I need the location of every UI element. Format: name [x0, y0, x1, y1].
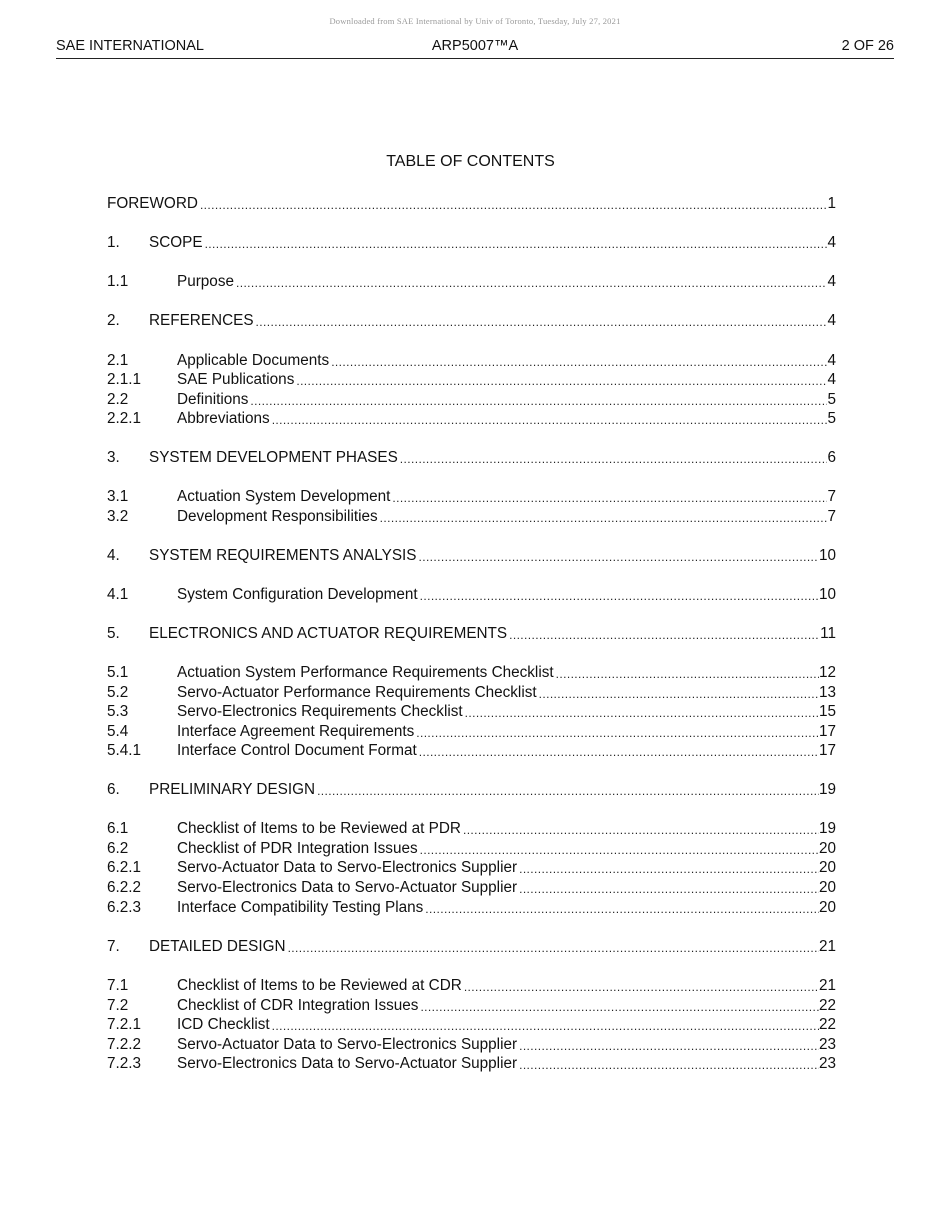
toc-leader-dots	[270, 1019, 819, 1034]
toc-entry-title: Interface Agreement Requirements	[177, 723, 415, 740]
toc-leader-dots	[294, 374, 827, 389]
toc-entry[interactable]	[107, 193, 836, 213]
toc-entry-number: 2.2	[107, 391, 129, 408]
toc-entry-page: 11	[820, 625, 836, 642]
toc-entry-page: 19	[818, 781, 836, 798]
toc-entry[interactable]	[107, 271, 836, 291]
toc-entry-title: Servo-Electronics Data to Servo-Actuator Supplier	[177, 879, 518, 896]
toc-entry-title: Definitions	[177, 391, 249, 408]
toc-entry-title: Checklist of PDR Integration Issues	[177, 840, 418, 857]
toc-entry-title: SYSTEM DEVELOPMENT PHASES	[149, 449, 398, 466]
toc-leader-dots	[423, 902, 819, 917]
toc-entry-page: 21	[818, 977, 836, 994]
toc-entry-number: 4.	[107, 547, 120, 564]
toc-leader-dots	[507, 628, 820, 643]
toc-entry-page: 4	[827, 234, 836, 251]
toc-entry-number: 3.1	[107, 488, 129, 505]
toc-entry-title: Actuation System Performance Requirements Checklist	[177, 664, 554, 681]
toc-entry-page: 20	[818, 859, 836, 876]
toc-entry[interactable]	[107, 936, 836, 956]
toc-entry-title: SAE Publications	[177, 371, 295, 388]
toc-entry[interactable]	[107, 838, 836, 858]
toc-entry-title: Purpose	[177, 273, 234, 290]
toc-entry-number: 2.2.1	[107, 410, 142, 427]
toc-leader-dots	[462, 980, 819, 995]
toc-entry[interactable]	[107, 721, 836, 741]
toc-entry[interactable]	[107, 447, 836, 467]
toc-entry-page: 20	[818, 840, 836, 857]
toc-entry-page: 4	[827, 352, 836, 369]
toc-entry-title: Abbreviations	[177, 410, 270, 427]
toc-entry[interactable]	[107, 1034, 836, 1054]
toc-entry[interactable]	[107, 486, 836, 506]
toc-entry-page: 7	[827, 488, 836, 505]
toc-leader-dots	[286, 941, 819, 956]
toc-entry[interactable]	[107, 779, 836, 799]
toc-entry-number: 4.1	[107, 586, 129, 603]
toc-entry-title: PRELIMINARY DESIGN	[149, 781, 316, 798]
toc-entry[interactable]	[107, 389, 836, 409]
toc-entry[interactable]	[107, 857, 836, 877]
toc-leader-dots	[315, 784, 819, 799]
toc-entry-title: Checklist of CDR Integration Issues	[177, 997, 419, 1014]
toc-entry[interactable]	[107, 506, 836, 526]
toc-leader-dots	[329, 355, 827, 370]
toc-leader-dots	[378, 511, 828, 526]
toc-entry-page: 17	[818, 742, 836, 759]
toc-entry[interactable]	[107, 662, 836, 682]
toc-leader-dots	[254, 315, 828, 330]
toc-entry-number: 7.2.3	[107, 1055, 142, 1072]
toc-entry-number: 5.4	[107, 723, 129, 740]
toc-entry-title: Servo-Electronics Requirements Checklist	[177, 703, 463, 720]
toc-leader-dots	[537, 687, 819, 702]
toc-entry-number: 6.	[107, 781, 120, 798]
toc-leader-dots	[517, 862, 819, 877]
toc-entry-title: Interface Control Document Format	[177, 742, 417, 759]
toc-entry-title: Development Responsibilities	[177, 508, 378, 525]
toc-entry[interactable]	[107, 1053, 836, 1073]
toc-entry[interactable]	[107, 408, 836, 428]
toc-leader-dots	[198, 198, 828, 213]
toc-leader-dots	[248, 394, 827, 409]
download-watermark: Downloaded from SAE International by Univ of Toronto, Tuesday, July 27, 2021	[329, 16, 621, 26]
toc-leader-dots	[417, 745, 819, 760]
toc-entry-page: 22	[818, 1016, 836, 1033]
toc-entry-page: 5	[827, 410, 836, 427]
toc-entry-title: ELECTRONICS AND ACTUATOR REQUIREMENTS	[149, 625, 508, 642]
toc-leader-dots	[463, 706, 819, 721]
toc-entry-title: Checklist of Items to be Reviewed at CDR	[177, 977, 462, 994]
header-org: SAE INTERNATIONAL	[56, 38, 204, 54]
toc-entry-number: 6.2	[107, 840, 129, 857]
toc-entry-number: 5.3	[107, 703, 129, 720]
toc-entry-page: 20	[818, 879, 836, 896]
toc-entry[interactable]	[107, 1014, 836, 1034]
toc-leader-dots	[517, 1039, 819, 1054]
toc-entry-page: 23	[818, 1055, 836, 1072]
toc-entry-number: 7.2.2	[107, 1036, 142, 1053]
toc-entry[interactable]	[107, 975, 836, 995]
toc-entry-page: 23	[818, 1036, 836, 1053]
toc-entry-number: 3.2	[107, 508, 129, 525]
toc-entry-number: 5.4.1	[107, 742, 142, 759]
toc-entry-number: 7.1	[107, 977, 129, 994]
toc-entry-page: 5	[827, 391, 836, 408]
toc-entry-number: 2.	[107, 312, 120, 329]
toc-entry-title: SCOPE	[149, 234, 203, 251]
toc-entry[interactable]	[107, 682, 836, 702]
toc-entry-title: DETAILED DESIGN	[149, 938, 286, 955]
toc-leader-dots	[418, 589, 819, 604]
toc-leader-dots	[270, 413, 828, 428]
toc-entry-page: 19	[818, 820, 836, 837]
toc-leader-dots	[554, 667, 819, 682]
toc-entry-page: 6	[827, 449, 836, 466]
toc-entry-page: 10	[818, 586, 836, 603]
toc-leader-dots	[517, 1058, 819, 1073]
toc-entry-title: Interface Compatibility Testing Plans	[177, 899, 424, 916]
toc-entry-title: Servo-Electronics Data to Servo-Actuator Supplier	[177, 1055, 518, 1072]
toc-leader-dots	[203, 237, 828, 252]
toc-entry-number: 7.2.1	[107, 1016, 142, 1033]
toc-entry-page: 21	[818, 938, 836, 955]
toc-entry-number: 6.2.1	[107, 859, 142, 876]
toc-entry-page: 20	[818, 899, 836, 916]
toc-entry[interactable]	[107, 623, 836, 643]
toc-entry-number: 6.2.2	[107, 879, 142, 896]
toc-entry-title: FOREWORD	[107, 195, 198, 212]
toc-entry-page: 1	[827, 195, 836, 212]
toc-leader-dots	[461, 823, 819, 838]
toc-entry-number: 6.2.3	[107, 899, 142, 916]
toc-entry-title: Servo-Actuator Data to Servo-Electronics Supplier	[177, 859, 518, 876]
toc-leader-dots	[416, 550, 819, 565]
toc-entry-title: Applicable Documents	[177, 352, 330, 369]
toc-entry-page: 13	[818, 684, 836, 701]
toc-entry[interactable]	[107, 897, 836, 917]
toc-entry[interactable]	[107, 232, 836, 252]
toc-entry[interactable]	[107, 701, 836, 721]
toc-entry[interactable]	[107, 584, 836, 604]
toc-leader-dots	[517, 882, 819, 897]
toc-entry-number: 5.	[107, 625, 120, 642]
toc-leader-dots	[418, 843, 819, 858]
toc-entry-page: 4	[827, 371, 836, 388]
toc-entry-number: 7.	[107, 938, 120, 955]
toc-entry-page: 4	[827, 273, 836, 290]
toc-entry-number: 1.1	[107, 273, 129, 290]
toc-entry[interactable]	[107, 350, 836, 370]
toc-entry-page: 4	[827, 312, 836, 329]
toc-entry-title: REFERENCES	[149, 312, 254, 329]
toc-leader-dots	[418, 1000, 819, 1015]
toc-entry-title: System Configuration Development	[177, 586, 418, 603]
toc-entry[interactable]	[107, 369, 836, 389]
toc-entry[interactable]	[107, 545, 836, 565]
toc-entry-number: 5.1	[107, 664, 129, 681]
toc-entry-page: 12	[818, 664, 836, 681]
toc-entry[interactable]	[107, 740, 836, 760]
toc-entry-page: 10	[818, 547, 836, 564]
toc-entry-page: 15	[818, 703, 836, 720]
toc-entry-page: 22	[818, 997, 836, 1014]
toc-entry-title: Actuation System Development	[177, 488, 391, 505]
toc-entry-number: 2.1	[107, 352, 129, 369]
toc-entry-page: 17	[818, 723, 836, 740]
toc-entry[interactable]	[107, 310, 836, 330]
toc-title: TABLE OF CONTENTS	[386, 153, 555, 170]
toc-entry-title: SYSTEM REQUIREMENTS ANALYSIS	[149, 547, 417, 564]
toc-entry-number: 3.	[107, 449, 120, 466]
toc-entry-number: 5.2	[107, 684, 129, 701]
toc-entry-title: Checklist of Items to be Reviewed at PDR	[177, 820, 461, 837]
toc-entry-title: Servo-Actuator Performance Requirements Checklist	[177, 684, 537, 701]
toc-entry-number: 7.2	[107, 997, 129, 1014]
toc-entry[interactable]	[107, 877, 836, 897]
toc-entry-page: 7	[827, 508, 836, 525]
toc-entry-number: 6.1	[107, 820, 129, 837]
toc-leader-dots	[234, 276, 828, 291]
toc-entry-number: 1.	[107, 234, 120, 251]
header-doc-id: ARP5007™A	[431, 38, 519, 54]
toc-entry-title: ICD Checklist	[177, 1016, 270, 1033]
toc-entry[interactable]	[107, 995, 836, 1015]
toc-entry[interactable]	[107, 818, 836, 838]
toc-entry-number: 2.1.1	[107, 371, 142, 388]
toc-entry-title: Servo-Actuator Data to Servo-Electronics Supplier	[177, 1036, 518, 1053]
header-page-number: 2 OF 26	[841, 38, 894, 54]
toc-leader-dots	[390, 491, 827, 506]
toc-leader-dots	[414, 726, 819, 741]
toc-leader-dots	[398, 452, 828, 467]
